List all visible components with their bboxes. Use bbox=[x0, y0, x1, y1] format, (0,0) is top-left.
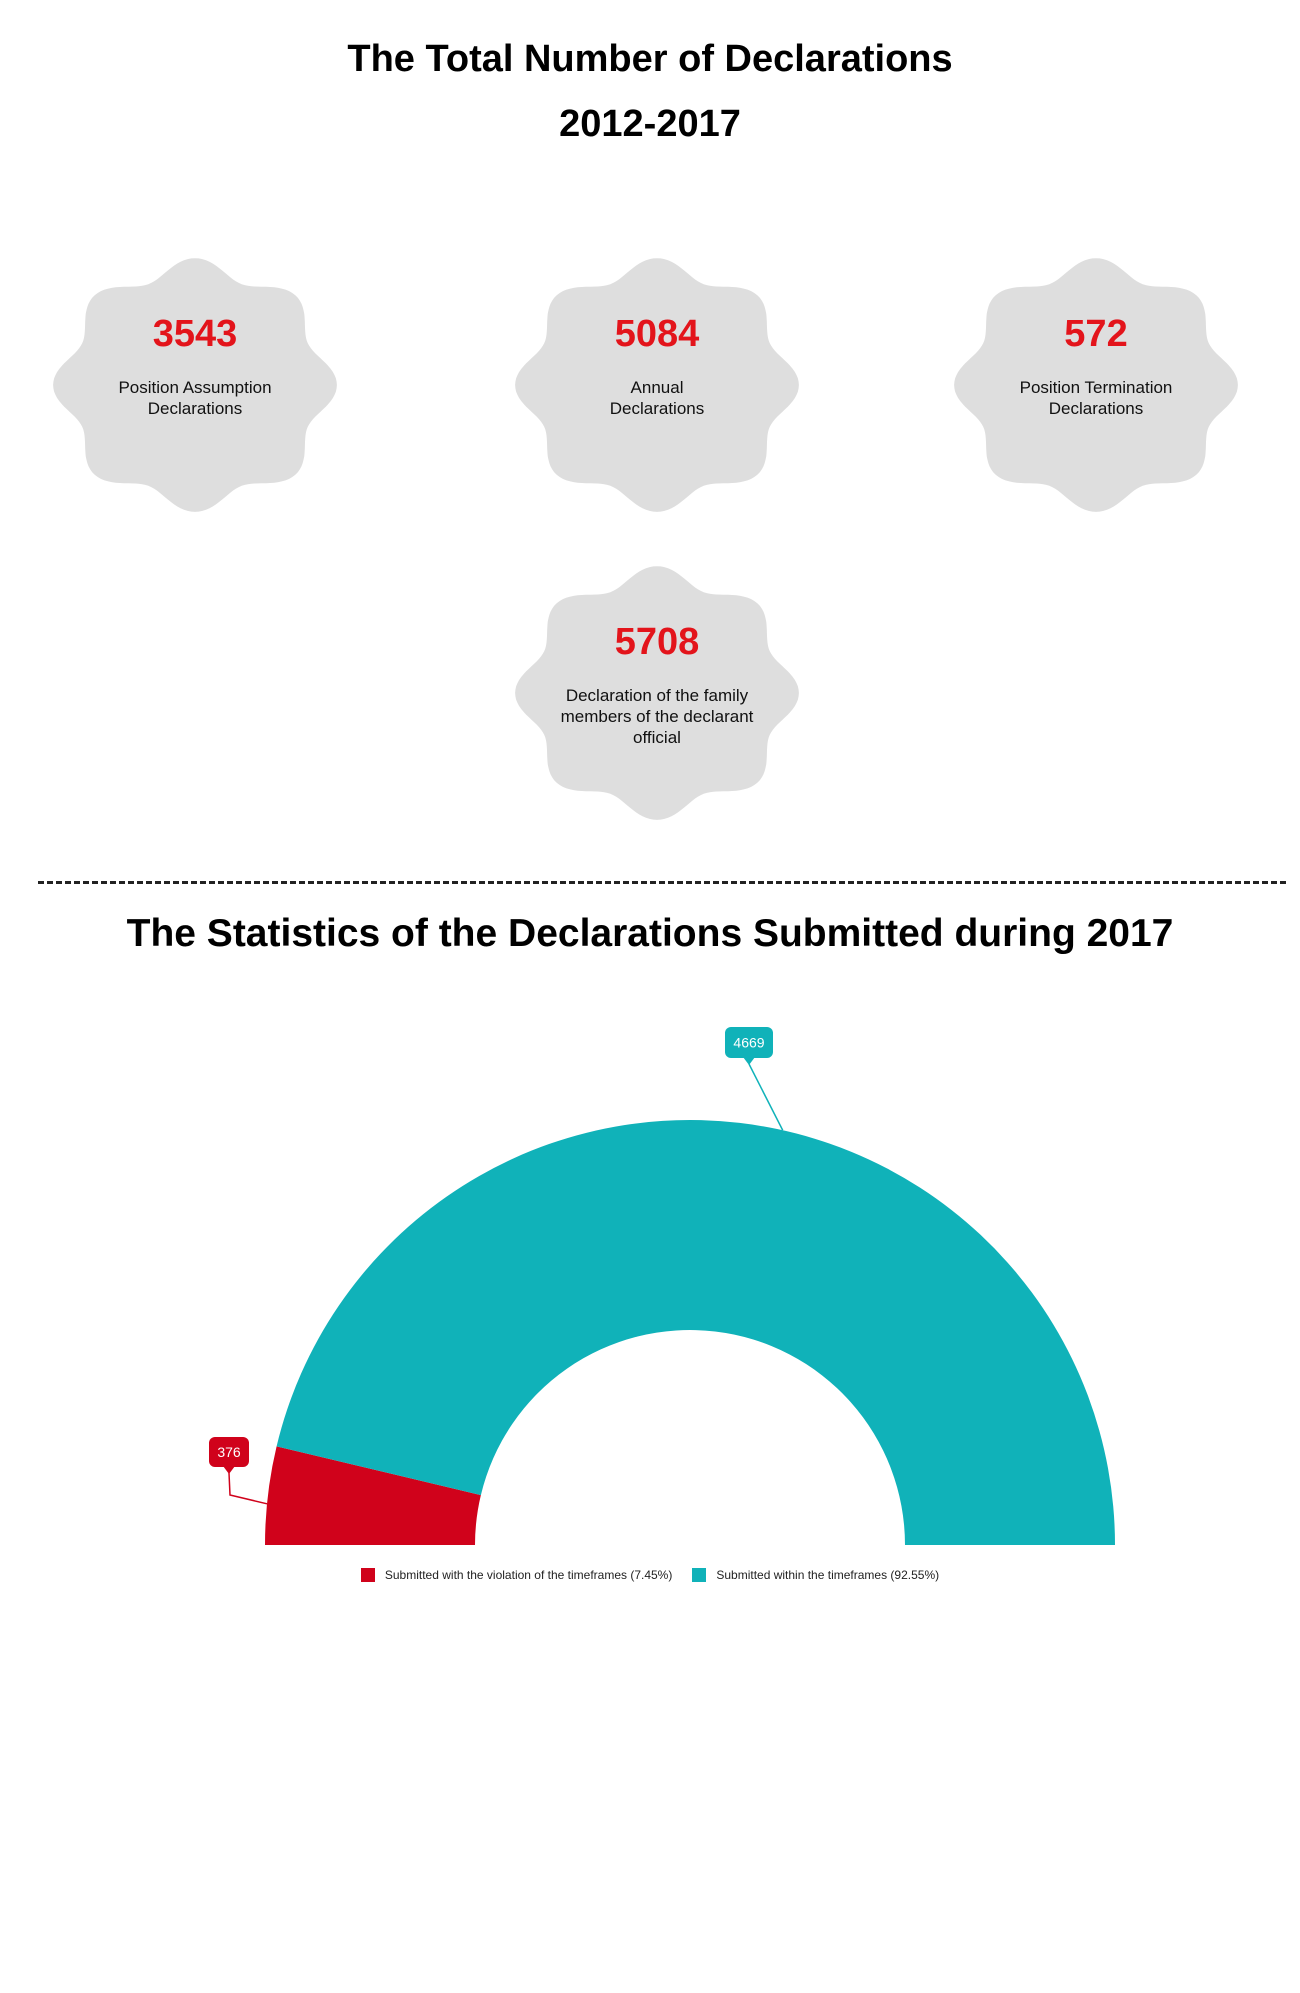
stat-number: 5708 bbox=[614, 621, 700, 663]
leader-line-within bbox=[749, 1064, 783, 1130]
stat-badge-annual bbox=[512, 255, 802, 515]
page-subtitle-years: 2012-2017 bbox=[559, 103, 741, 145]
stat-label: Declaration of the family members of the declarant official bbox=[560, 686, 754, 747]
stat-badge-family-members bbox=[512, 563, 802, 823]
data-label-within-box bbox=[725, 1027, 773, 1065]
legend-item-within bbox=[692, 1568, 939, 1582]
legend-swatch bbox=[361, 1568, 375, 1582]
stat-label: Annual Declarations bbox=[609, 378, 705, 418]
data-label-violation-box bbox=[209, 1437, 249, 1474]
stat-number: 3543 bbox=[152, 313, 238, 355]
data-label-within: 4669 bbox=[733, 1034, 765, 1051]
section-title: The Statistics of the Declarations Submitted during 2017 bbox=[126, 912, 1174, 955]
stat-number: 5084 bbox=[614, 313, 700, 355]
page-title: The Total Number of Declarations bbox=[347, 38, 953, 80]
stat-label: Position Termination Declarations bbox=[1019, 378, 1173, 418]
legend-item-violation bbox=[361, 1568, 672, 1582]
chart-legend bbox=[0, 1568, 1300, 1582]
data-label-violation: 376 bbox=[217, 1444, 241, 1460]
section-divider bbox=[38, 881, 1286, 884]
semi-donut-chart bbox=[0, 1000, 1300, 1560]
legend-swatch bbox=[692, 1568, 706, 1582]
stat-number: 572 bbox=[1064, 313, 1128, 355]
stat-badge-position-termination bbox=[951, 255, 1241, 515]
legend-label: Submitted with the violation of the timeframes (7.45%) bbox=[384, 1568, 673, 1582]
stat-badge-position-assumption bbox=[50, 255, 340, 515]
leader-line-violation bbox=[229, 1473, 267, 1504]
stat-label: Position Assumption Declarations bbox=[118, 378, 272, 418]
legend-label: Submitted within the timeframes (92.55%) bbox=[716, 1568, 940, 1582]
